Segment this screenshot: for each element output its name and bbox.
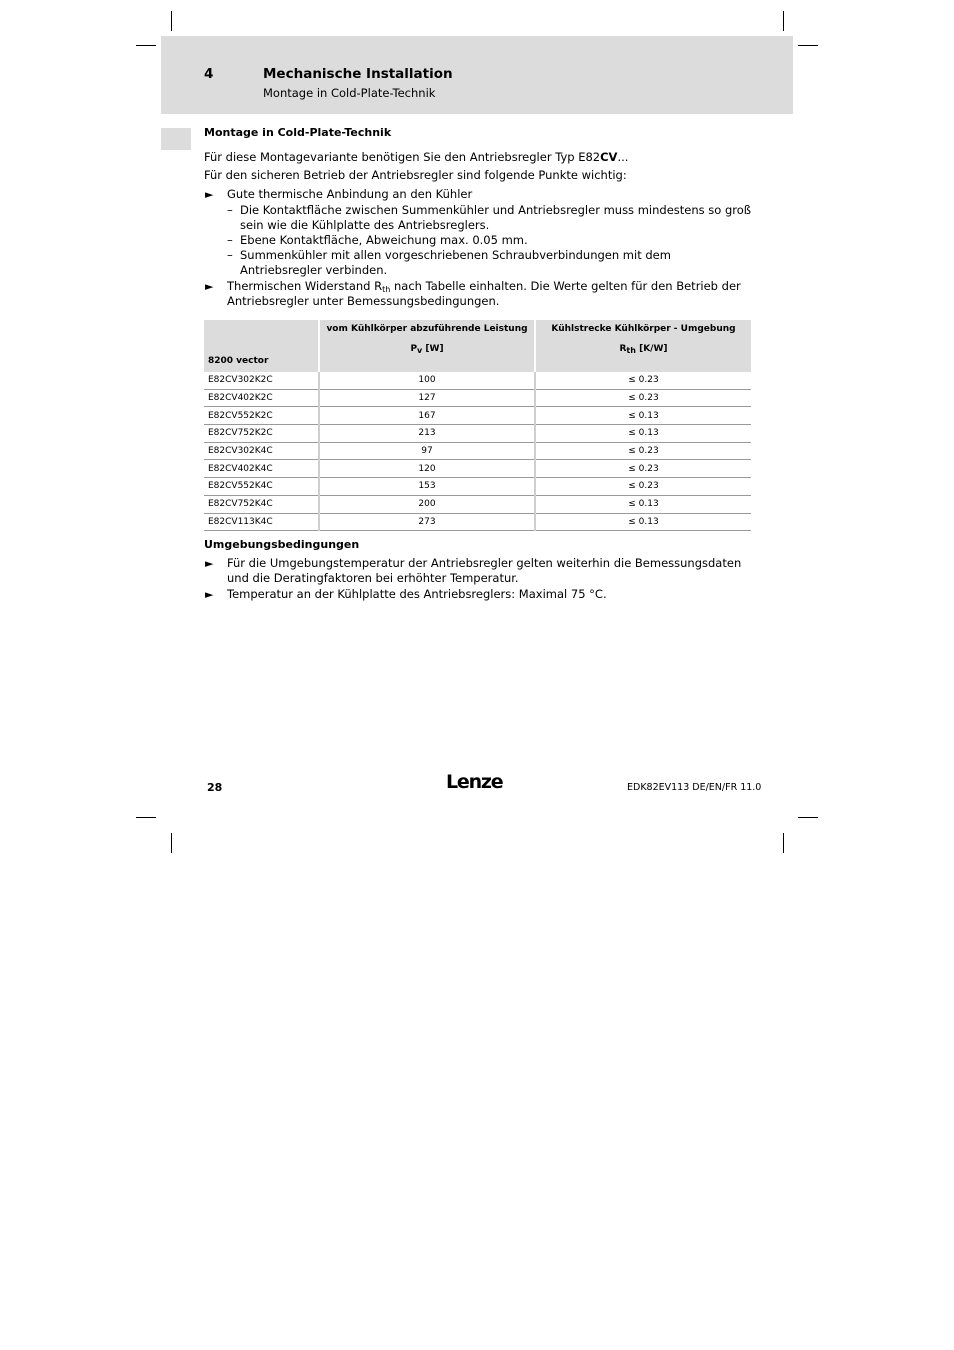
crop-mark <box>136 45 156 46</box>
crop-mark <box>783 11 784 31</box>
table-row <box>204 389 751 407</box>
bullet-icon: ► <box>205 280 214 293</box>
table-row <box>204 407 751 425</box>
table-row <box>204 425 751 443</box>
table-cell-rth: ≤ 0.13 <box>535 425 751 443</box>
dash-icon: – <box>227 233 233 247</box>
table-cell-type: E82CV402K2C <box>204 389 319 407</box>
crop-mark <box>136 817 156 818</box>
table-cell-rth: ≤ 0.23 <box>535 460 751 478</box>
table-row <box>204 495 751 513</box>
table-cell-type: E82CV752K2C <box>204 425 319 443</box>
intro-paragraph-2: Für den sicheren Betrieb der Antriebsregler sind folgende Punkte wichtig: <box>204 168 627 182</box>
table-cell-pv: 200 <box>319 495 535 513</box>
crop-mark <box>798 817 818 818</box>
table-cell-pv: 167 <box>319 407 535 425</box>
table-cell-rth: ≤ 0.13 <box>535 407 751 425</box>
table-row <box>204 372 751 389</box>
dash-icon: – <box>227 203 233 217</box>
bullet-icon: ► <box>205 188 214 201</box>
table-header-cell <box>319 320 535 372</box>
crop-mark <box>171 833 172 853</box>
lenze-logo: Lenze <box>446 771 503 793</box>
table-cell-pv: 127 <box>319 389 535 407</box>
table-cell-pv: 153 <box>319 478 535 496</box>
chapter-title: Mechanische Installation <box>263 66 453 82</box>
crop-mark <box>798 45 818 46</box>
table-header-text: 8200 vector <box>208 356 269 366</box>
table-cell-type: E82CV552K2C <box>204 407 319 425</box>
dash-text: Ebene Kontaktfläche, Abweichung max. 0.05 mm. <box>240 233 528 247</box>
section-title: Montage in Cold-Plate-Technik <box>204 126 392 139</box>
bullet-text: Temperatur an der Kühlplatte des Antriebsreglers: Maximal 75 °C. <box>227 587 607 601</box>
table-cell-type: E82CV552K4C <box>204 478 319 496</box>
table-header-row <box>204 320 751 372</box>
table-cell-type: E82CV402K4C <box>204 460 319 478</box>
ambient-title: Umgebungsbedingungen <box>204 538 360 551</box>
table-cell-rth: ≤ 0.23 <box>535 389 751 407</box>
thermal-resistance-table <box>204 320 751 531</box>
table-row <box>204 442 751 460</box>
table-header-unit: $P_v$ [W] <box>410 344 444 355</box>
chapter-subtitle: Montage in Cold-Plate-Technik <box>263 86 436 100</box>
intro-paragraph-1: Für diese Montagevariante benötigen Sie den Antriebsregler Typ E82CV... <box>204 150 629 164</box>
table-cell-rth: ≤ 0.23 <box>535 478 751 496</box>
table-cell-pv: 97 <box>319 442 535 460</box>
table-cell-type: E82CV113K4C <box>204 513 319 531</box>
document-reference: EDK82EV113 DE/EN/FR 11.0 <box>627 782 762 793</box>
table-cell-pv: 213 <box>319 425 535 443</box>
bullet-text: Thermischen Widerstand $R_{th}$ nach Tabelle einhalten. Die Werte gelten für den Betrieb der Antriebsregler unter Bemessungsbedingungen. <box>227 279 741 308</box>
chapter-header <box>161 36 793 114</box>
table-row <box>204 460 751 478</box>
table-header-cell <box>204 320 319 372</box>
chapter-number: 4 <box>204 66 214 82</box>
bullet-text: Für die Umgebungstemperatur der Antriebsregler gelten weiterhin die Bemessungsdaten und die Deratingfaktoren bei erhöhter Temperatur. <box>227 556 742 585</box>
crop-mark <box>783 833 784 853</box>
table-cell-type: E82CV302K2C <box>204 372 319 389</box>
table-header-unit: $R_{th}$ [K/W] <box>619 344 668 355</box>
table-cell-type: E82CV302K4C <box>204 442 319 460</box>
table-header-text: vom Kühlkörper abzuführende Leistung <box>326 324 528 334</box>
table-row <box>204 478 751 496</box>
table-cell-rth: ≤ 0.13 <box>535 513 751 531</box>
table-cell-pv: 120 <box>319 460 535 478</box>
table-cell-pv: 273 <box>319 513 535 531</box>
side-tab <box>161 128 191 150</box>
table-cell-pv: 100 <box>319 372 535 389</box>
table-cell-rth: ≤ 0.13 <box>535 495 751 513</box>
bullet-text: Gute thermische Anbindung an den Kühler <box>227 187 473 201</box>
page-number: 28 <box>207 781 223 794</box>
dash-icon: – <box>227 248 233 262</box>
table-cell-rth: ≤ 0.23 <box>535 442 751 460</box>
table-row <box>204 513 751 531</box>
table-cell-rth: ≤ 0.23 <box>535 372 751 389</box>
bullet-icon: ► <box>205 588 214 601</box>
crop-mark <box>171 11 172 31</box>
dash-text: Summenkühler mit allen vorgeschriebenen Schraubverbindungen mit dem Antriebsregler verbinden. <box>240 248 671 277</box>
table-cell-type: E82CV752K4C <box>204 495 319 513</box>
dash-text: Die Kontaktfläche zwischen Summenkühler und Antriebsregler muss mindestens so groß sein wie die Kühlplatte des Antriebsreglers. <box>240 203 752 232</box>
table-header-text: Kühlstrecke Kühlkörper - Umgebung <box>551 324 736 334</box>
table-header-cell <box>535 320 751 372</box>
bullet-icon: ► <box>205 557 214 570</box>
